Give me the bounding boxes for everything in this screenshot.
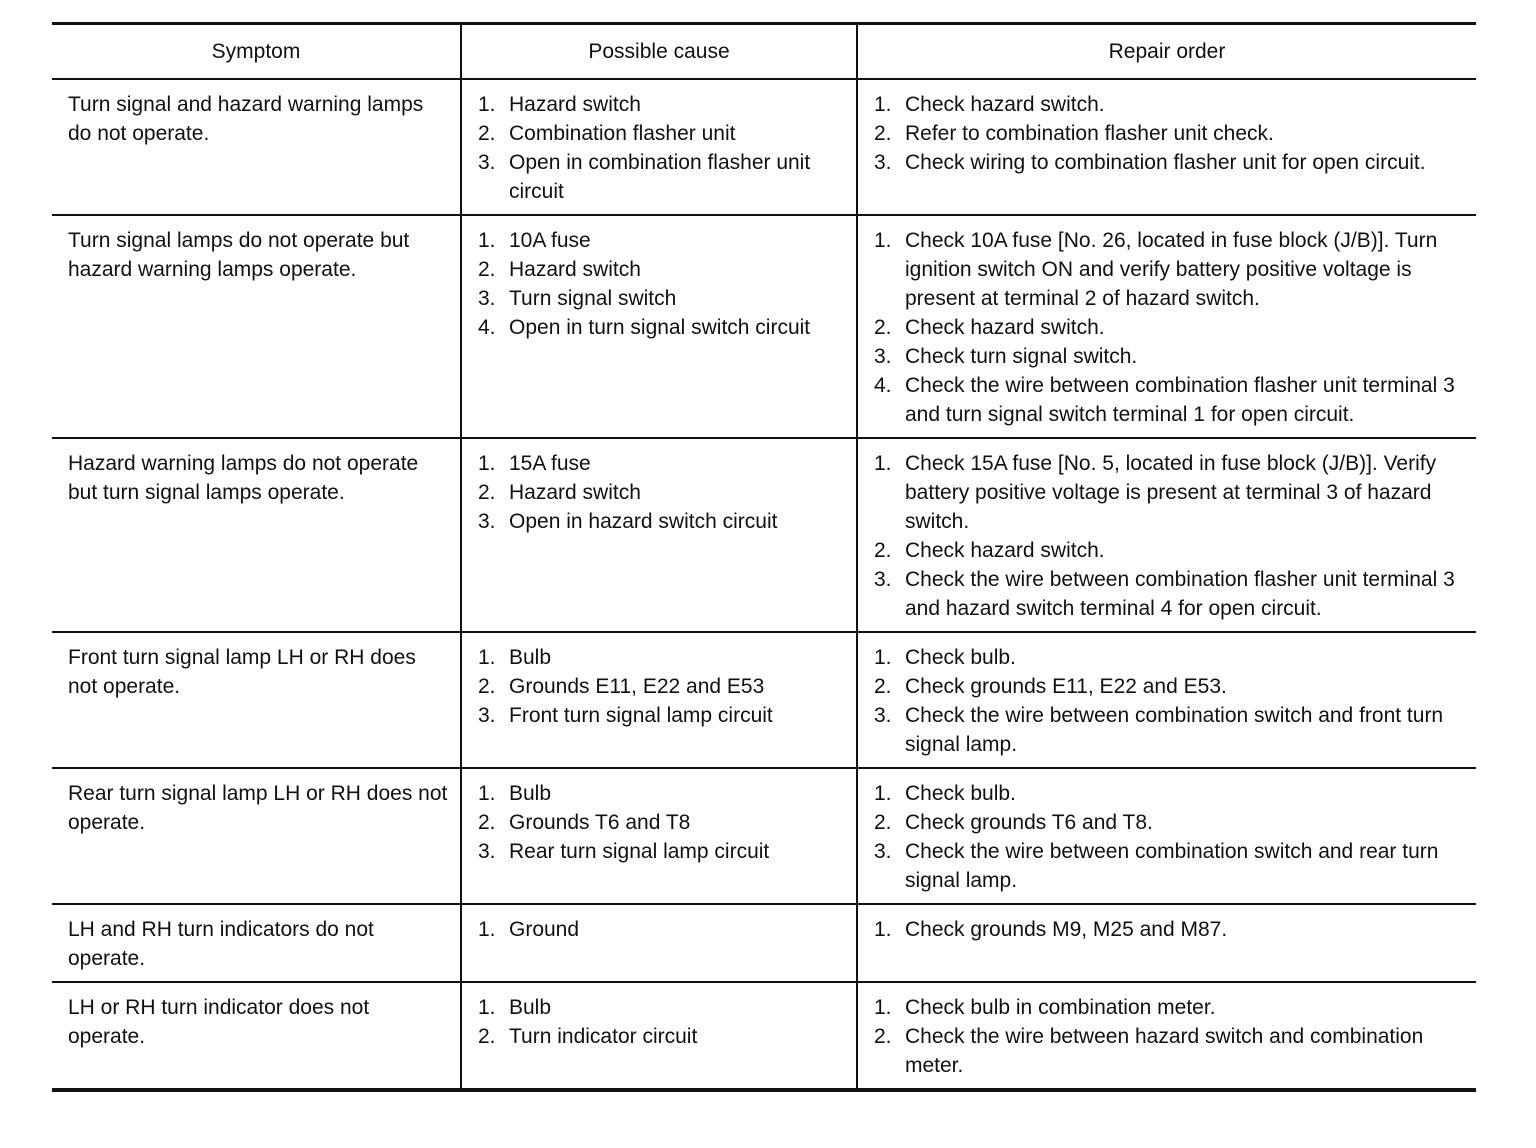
possible-cause-cell-list (478, 226, 846, 342)
cause-item-text: Bulb (509, 782, 552, 805)
repair-item (874, 148, 1466, 177)
table-row (52, 80, 1476, 216)
repair-order-cell-list (874, 449, 1466, 623)
item-number: 3. (874, 840, 892, 863)
repair-order-cell (856, 769, 1476, 903)
cause-item (478, 255, 846, 284)
item-number: 3. (478, 287, 496, 310)
symptom-cell: Turn signal and hazard warning lamps do not operate. (68, 93, 424, 145)
header-symptom: Symptom (211, 40, 301, 63)
possible-cause-cell-list (478, 643, 846, 730)
cause-item-text: Hazard switch (509, 481, 641, 504)
repair-order-cell-list (874, 915, 1466, 944)
possible-cause-cell (460, 216, 856, 437)
item-number: 3. (874, 568, 892, 591)
item-number: 2. (478, 675, 496, 698)
repair-item-text: Check the wire between combination switch and rear turn signal lamp. (905, 840, 1439, 892)
repair-item-text: Check bulb. (905, 646, 1016, 669)
repair-item-text: Check the wire between combination switch and front turn signal lamp. (905, 704, 1444, 756)
cause-item (478, 643, 846, 672)
repair-order-cell (856, 983, 1476, 1088)
item-number: 1. (478, 229, 496, 252)
repair-item (874, 701, 1466, 759)
repair-item (874, 915, 1466, 944)
item-number: 1. (874, 996, 892, 1019)
cause-item-text: Open in hazard switch circuit (509, 510, 778, 533)
item-number: 1. (874, 782, 892, 805)
symptom-cell: LH or RH turn indicator does not operate. (68, 996, 370, 1048)
repair-item-text: Check hazard switch. (905, 93, 1105, 116)
cause-item (478, 284, 846, 313)
table-header-row (52, 25, 1476, 80)
repair-item (874, 643, 1466, 672)
item-number: 2. (874, 811, 892, 834)
cause-item-text: Open in turn signal switch circuit (509, 316, 811, 339)
item-number: 1. (874, 452, 892, 475)
table-row (52, 216, 1476, 439)
repair-item (874, 808, 1466, 837)
item-number: 2. (874, 122, 892, 145)
repair-order-cell (856, 80, 1476, 214)
cause-item (478, 1022, 846, 1051)
cause-item (478, 507, 846, 536)
repair-item (874, 90, 1466, 119)
repair-order-cell (856, 439, 1476, 631)
cause-item-text: Hazard switch (509, 258, 641, 281)
repair-item (874, 837, 1466, 895)
symptom-cell: Hazard warning lamps do not operate but turn signal lamps operate. (68, 452, 419, 504)
item-number: 4. (874, 374, 892, 397)
cause-item-text: Hazard switch (509, 93, 641, 116)
item-number: 3. (478, 510, 496, 533)
item-number: 2. (478, 122, 496, 145)
item-number: 2. (478, 811, 496, 834)
repair-item-text: Check turn signal switch. (905, 345, 1138, 368)
possible-cause-cell (460, 633, 856, 767)
possible-cause-cell (460, 80, 856, 214)
symptom-cell: Rear turn signal lamp LH or RH does not operate. (68, 782, 448, 834)
repair-order-cell (856, 216, 1476, 437)
cause-item-text: Combination flasher unit (509, 122, 736, 145)
item-number: 3. (478, 840, 496, 863)
repair-item-text: Check the wire between hazard switch and combination meter. (905, 1025, 1424, 1077)
item-number: 1. (478, 646, 496, 669)
cause-item (478, 226, 846, 255)
possible-cause-cell (460, 905, 856, 981)
repair-order-cell-list (874, 90, 1466, 177)
cause-item-text: 10A fuse (509, 229, 591, 252)
repair-item (874, 672, 1466, 701)
repair-item (874, 226, 1466, 313)
table-row (52, 633, 1476, 769)
repair-item (874, 342, 1466, 371)
header-possible-cause: Possible cause (460, 25, 856, 78)
symptom-cell: Turn signal lamps do not operate but hazard warning lamps operate. (68, 229, 410, 281)
repair-item-text: Check hazard switch. (905, 316, 1105, 339)
cause-item (478, 993, 846, 1022)
repair-order-cell (856, 633, 1476, 767)
item-number: 1. (478, 93, 496, 116)
item-number: 2. (478, 1025, 496, 1048)
repair-item (874, 1022, 1466, 1080)
possible-cause-cell-list (478, 915, 846, 944)
cause-item-text: Front turn signal lamp circuit (509, 704, 773, 727)
item-number: 1. (478, 452, 496, 475)
cause-item (478, 701, 846, 730)
repair-item (874, 449, 1466, 536)
repair-item-text: Check wiring to combination flasher unit for open circuit. (905, 151, 1426, 174)
cause-item-text: 15A fuse (509, 452, 591, 475)
repair-item-text: Check the wire between combination flasher unit terminal 3 and hazard switch terminal 4 for open circuit. (905, 568, 1455, 620)
item-number: 1. (478, 918, 496, 941)
item-number: 3. (874, 704, 892, 727)
repair-item-text: Check grounds T6 and T8. (905, 811, 1153, 834)
item-number: 2. (478, 481, 496, 504)
cause-item (478, 478, 846, 507)
item-number: 2. (874, 539, 892, 562)
table-body (52, 80, 1476, 1088)
item-number: 2. (478, 258, 496, 281)
symptom-cell: Front turn signal lamp LH or RH does not operate. (68, 646, 416, 698)
cause-item (478, 915, 846, 944)
repair-item-text: Check hazard switch. (905, 539, 1105, 562)
repair-item (874, 993, 1466, 1022)
item-number: 1. (874, 229, 892, 252)
item-number: 3. (874, 151, 892, 174)
repair-item-text: Check 10A fuse [No. 26, located in fuse block (J/B)]. Turn ignition switch ON and verify battery positive voltage is present at terminal 2 of hazard switch. (905, 229, 1438, 310)
item-number: 1. (874, 646, 892, 669)
repair-order-cell (856, 905, 1476, 981)
cause-item (478, 837, 846, 866)
item-number: 2. (874, 1025, 892, 1048)
possible-cause-cell-list (478, 449, 846, 536)
repair-item-text: Check the wire between combination flasher unit terminal 3 and turn signal switch terminal 1 for open circuit. (905, 374, 1455, 426)
cause-item-text: Bulb (509, 996, 552, 1019)
repair-order-cell-list (874, 993, 1466, 1080)
cause-item (478, 148, 846, 206)
cause-item (478, 808, 846, 837)
table-row (52, 983, 1476, 1088)
repair-item-text: Check 15A fuse [No. 5, located in fuse block (J/B)]. Verify battery positive voltage is present at terminal 3 of hazard switch. (905, 452, 1437, 533)
possible-cause-cell (460, 983, 856, 1088)
cause-item (478, 313, 846, 342)
possible-cause-cell (460, 439, 856, 631)
repair-item-text: Check bulb in combination meter. (905, 996, 1216, 1019)
repair-item (874, 313, 1466, 342)
repair-item-text: Check grounds E11, E22 and E53. (905, 675, 1227, 698)
repair-order-cell-list (874, 779, 1466, 895)
repair-item-text: Check bulb. (905, 782, 1016, 805)
table-row (52, 769, 1476, 905)
header-repair-order: Repair order (856, 25, 1476, 78)
item-number: 2. (874, 316, 892, 339)
item-number: 1. (478, 996, 496, 1019)
cause-item-text: Open in combination flasher unit circuit (509, 151, 811, 203)
item-number: 1. (478, 782, 496, 805)
item-number: 3. (874, 345, 892, 368)
cause-item-text: Bulb (509, 646, 552, 669)
repair-item-text: Refer to combination flasher unit check. (905, 122, 1274, 145)
possible-cause-cell-list (478, 779, 846, 866)
repair-item (874, 536, 1466, 565)
table-row (52, 905, 1476, 983)
item-number: 4. (478, 316, 496, 339)
cause-item-text: Grounds T6 and T8 (509, 811, 691, 834)
item-number: 1. (874, 93, 892, 116)
cause-item-text: Rear turn signal lamp circuit (509, 840, 770, 863)
cause-item (478, 90, 846, 119)
cause-item (478, 449, 846, 478)
repair-item (874, 119, 1466, 148)
possible-cause-cell-list (478, 993, 846, 1051)
repair-item-text: Check grounds M9, M25 and M87. (905, 918, 1228, 941)
cause-item-text: Turn indicator circuit (509, 1025, 698, 1048)
table-row (52, 439, 1476, 633)
cause-item-text: Ground (509, 918, 580, 941)
cause-item-text: Grounds E11, E22 and E53 (509, 675, 765, 698)
cause-item (478, 672, 846, 701)
item-number: 1. (874, 918, 892, 941)
possible-cause-cell (460, 769, 856, 903)
cause-item (478, 779, 846, 808)
repair-item (874, 371, 1466, 429)
item-number: 2. (874, 675, 892, 698)
item-number: 3. (478, 704, 496, 727)
repair-item (874, 565, 1466, 623)
symptom-cell: LH and RH turn indicators do not operate. (68, 918, 374, 970)
repair-item (874, 779, 1466, 808)
cause-item-text: Turn signal switch (509, 287, 677, 310)
repair-order-cell-list (874, 643, 1466, 759)
repair-order-cell-list (874, 226, 1466, 429)
trouble-diagnosis-table (52, 22, 1476, 1092)
table-bottom-rule (52, 1088, 1476, 1092)
possible-cause-cell-list (478, 90, 846, 206)
cause-item (478, 119, 846, 148)
item-number: 3. (478, 151, 496, 174)
